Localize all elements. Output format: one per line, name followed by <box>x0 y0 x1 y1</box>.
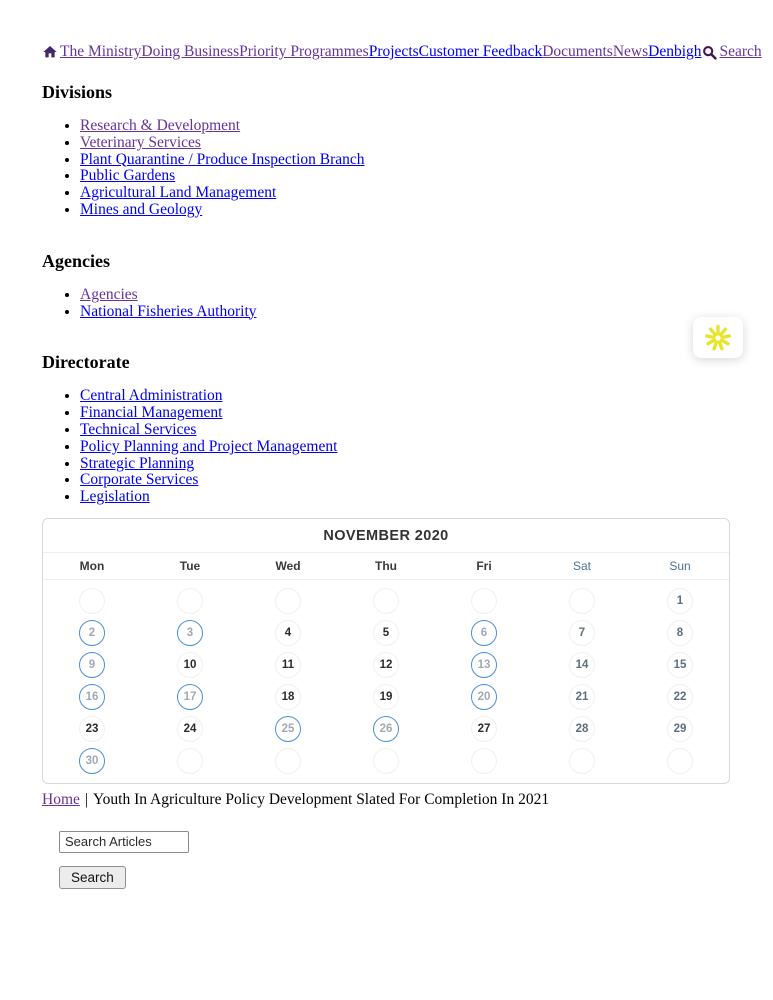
calendar-day-22: 22 <box>667 684 693 710</box>
sections <box>42 82 731 506</box>
calendar-cell <box>631 716 729 743</box>
calendar-day-headers <box>43 553 729 580</box>
nav-link-denbigh[interactable]: Denbigh <box>648 43 702 60</box>
list-item <box>80 439 731 456</box>
calendar-day-10: 10 <box>177 652 203 678</box>
section-title-agencies: Agencies <box>42 250 110 271</box>
calendar-cell <box>533 716 631 743</box>
search-articles-input[interactable] <box>59 831 189 853</box>
calendar-day-26[interactable]: 26 <box>373 716 399 742</box>
list-item <box>80 489 731 506</box>
calendar-day-9[interactable]: 9 <box>79 652 105 678</box>
calendar-cell <box>631 652 729 679</box>
calendar-day-5: 5 <box>373 620 399 646</box>
nav-search-link[interactable] <box>702 42 762 62</box>
calendar-cell <box>141 716 239 743</box>
empty-day <box>471 748 497 774</box>
day-header-wed: Wed <box>275 558 301 573</box>
link-agencies[interactable]: Agencies <box>80 285 138 303</box>
calendar-cell <box>239 588 337 615</box>
list-item <box>80 118 731 135</box>
calendar-day-8: 8 <box>667 620 693 646</box>
link-policy-planning-and-project-management[interactable]: Policy Planning and Project Management <box>80 437 338 455</box>
calendar-cell <box>533 684 631 711</box>
calendar-day-19: 19 <box>373 684 399 710</box>
article-search <box>59 831 731 889</box>
nav-link-customer-feedback[interactable]: Customer Feedback <box>418 43 543 60</box>
search-icon <box>702 45 717 60</box>
list-item <box>80 202 731 219</box>
calendar-cell <box>337 684 435 711</box>
calendar <box>42 518 730 784</box>
calendar-cell <box>43 748 141 775</box>
calendar-cell <box>435 748 533 775</box>
section-list-directorate <box>42 388 731 506</box>
link-mines-and-geology[interactable]: Mines and Geology <box>80 200 203 218</box>
calendar-cell <box>43 716 141 743</box>
empty-day <box>275 588 301 614</box>
calendar-day-1: 1 <box>667 588 693 614</box>
page-title: Youth In Agriculture Policy Development Slated For Completion In 2021 <box>93 790 550 808</box>
accessibility-widget-button[interactable] <box>693 317 743 358</box>
calendar-day-27: 27 <box>471 716 497 742</box>
nav-links <box>60 42 702 62</box>
list-item <box>80 405 731 422</box>
list-item <box>80 287 731 304</box>
empty-day <box>177 748 203 774</box>
calendar-cell <box>337 748 435 775</box>
list-item <box>80 472 731 489</box>
list-item <box>80 185 731 202</box>
top-nav <box>42 42 762 62</box>
calendar-cell <box>239 748 337 775</box>
calendar-cell <box>239 684 337 711</box>
nav-link-news[interactable]: News <box>612 43 649 60</box>
nav-link-the-ministry[interactable]: The Ministry <box>60 43 142 60</box>
list-item <box>80 304 731 321</box>
calendar-day-18: 18 <box>275 684 301 710</box>
calendar-cell <box>141 748 239 775</box>
empty-day <box>275 748 301 774</box>
nav-link-doing-business[interactable]: Doing Business <box>141 43 240 60</box>
calendar-cell <box>239 716 337 743</box>
list-item <box>80 152 731 169</box>
calendar-cell <box>435 716 533 743</box>
calendar-day-15: 15 <box>667 652 693 678</box>
calendar-cell <box>533 748 631 775</box>
day-header-sun: Sun <box>669 558 691 573</box>
calendar-cell <box>435 620 533 647</box>
calendar-cell <box>533 620 631 647</box>
list-item <box>80 135 731 152</box>
calendar-cell <box>43 652 141 679</box>
home-icon <box>42 44 58 60</box>
empty-day <box>373 588 399 614</box>
calendar-day-25[interactable]: 25 <box>275 716 301 742</box>
empty-day <box>79 588 105 614</box>
link-public-gardens[interactable]: Public Gardens <box>80 167 176 185</box>
calendar-day-6[interactable]: 6 <box>471 620 497 646</box>
section-title-directorate: Directorate <box>42 352 130 373</box>
link-national-fisheries-authority[interactable]: National Fisheries Authority <box>80 302 257 320</box>
calendar-cell <box>43 684 141 711</box>
breadcrumb <box>42 790 731 809</box>
calendar-cell <box>141 588 239 615</box>
calendar-cell <box>631 620 729 647</box>
breadcrumb-separator: | <box>84 790 88 808</box>
breadcrumb-home-link[interactable]: Home <box>42 790 80 808</box>
calendar-cell <box>239 620 337 647</box>
search-articles-button[interactable]: Search <box>59 866 126 889</box>
calendar-grid <box>43 580 729 783</box>
calendar-day-20[interactable]: 20 <box>471 684 497 710</box>
calendar-day-13[interactable]: 13 <box>471 652 497 678</box>
calendar-cell <box>43 620 141 647</box>
nav-link-priority-programmes[interactable]: Priority Programmes <box>239 43 369 60</box>
day-header-tue: Tue <box>179 558 201 573</box>
empty-day <box>569 748 595 774</box>
calendar-cell <box>631 684 729 711</box>
calendar-cell <box>337 588 435 615</box>
calendar-day-28: 28 <box>569 716 595 742</box>
calendar-cell <box>533 652 631 679</box>
calendar-cell <box>141 652 239 679</box>
calendar-cell <box>141 620 239 647</box>
calendar-cell <box>337 620 435 647</box>
empty-day <box>569 588 595 614</box>
yellow-asterisk-icon <box>704 324 732 352</box>
section-list-agencies <box>42 287 731 321</box>
calendar-cell <box>435 684 533 711</box>
calendar-cell <box>337 652 435 679</box>
nav-link-projects[interactable]: Projects <box>368 43 419 60</box>
list-item <box>80 388 731 405</box>
calendar-cell <box>239 652 337 679</box>
day-header-sat: Sat <box>572 558 591 573</box>
calendar-day-7: 7 <box>569 620 595 646</box>
calendar-cell <box>141 684 239 711</box>
section-list-divisions <box>42 118 731 219</box>
calendar-title: NOVEMBER 2020 <box>43 519 729 553</box>
day-header-thu: Thu <box>375 558 397 573</box>
calendar-day-29: 29 <box>667 716 693 742</box>
calendar-day-4: 4 <box>275 620 301 646</box>
home-link[interactable] <box>42 44 58 60</box>
link-veterinary-services[interactable]: Veterinary Services <box>80 133 201 151</box>
empty-day <box>471 588 497 614</box>
day-header-fri: Fri <box>476 558 492 573</box>
calendar-cell <box>631 588 729 615</box>
calendar-cell <box>435 652 533 679</box>
calendar-day-30[interactable]: 30 <box>79 748 105 774</box>
calendar-cell <box>43 588 141 615</box>
list-item <box>80 456 731 473</box>
link-technical-services[interactable]: Technical Services <box>80 420 197 438</box>
link-research-development[interactable]: Research & Development <box>80 117 241 134</box>
calendar-day-21: 21 <box>569 684 595 710</box>
section-title-divisions: Divisions <box>42 82 113 102</box>
calendar-cell <box>337 716 435 743</box>
calendar-cell <box>435 588 533 615</box>
list-item <box>80 422 731 439</box>
calendar-day-12: 12 <box>373 652 399 678</box>
day-header-mon: Mon <box>79 558 105 573</box>
calendar-day-2[interactable]: 2 <box>79 620 105 646</box>
empty-day <box>373 748 399 774</box>
nav-search-label: Search <box>719 43 762 60</box>
nav-link-documents[interactable]: Documents <box>542 43 613 60</box>
calendar-day-11: 11 <box>275 652 301 678</box>
calendar-day-24: 24 <box>177 716 203 742</box>
link-legislation[interactable]: Legislation <box>80 488 150 506</box>
calendar-day-23: 23 <box>79 716 105 742</box>
calendar-day-3[interactable]: 3 <box>177 620 203 646</box>
link-plant-quarantine-produce-inspection-branch[interactable]: Plant Quarantine / Produce Inspection Branch <box>80 150 365 168</box>
link-financial-management[interactable]: Financial Management <box>80 404 223 422</box>
empty-day <box>177 588 203 614</box>
link-strategic-planning[interactable]: Strategic Planning <box>80 454 195 472</box>
link-corporate-services[interactable]: Corporate Services <box>80 471 199 489</box>
calendar-day-17[interactable]: 17 <box>177 684 203 710</box>
calendar-day-16[interactable]: 16 <box>79 684 105 710</box>
link-central-administration[interactable]: Central Administration <box>80 387 223 405</box>
calendar-day-14: 14 <box>569 652 595 678</box>
link-agricultural-land-management[interactable]: Agricultural Land Management <box>80 184 277 202</box>
empty-day <box>667 748 693 774</box>
calendar-cell <box>631 748 729 775</box>
calendar-cell <box>533 588 631 615</box>
list-item <box>80 168 731 185</box>
